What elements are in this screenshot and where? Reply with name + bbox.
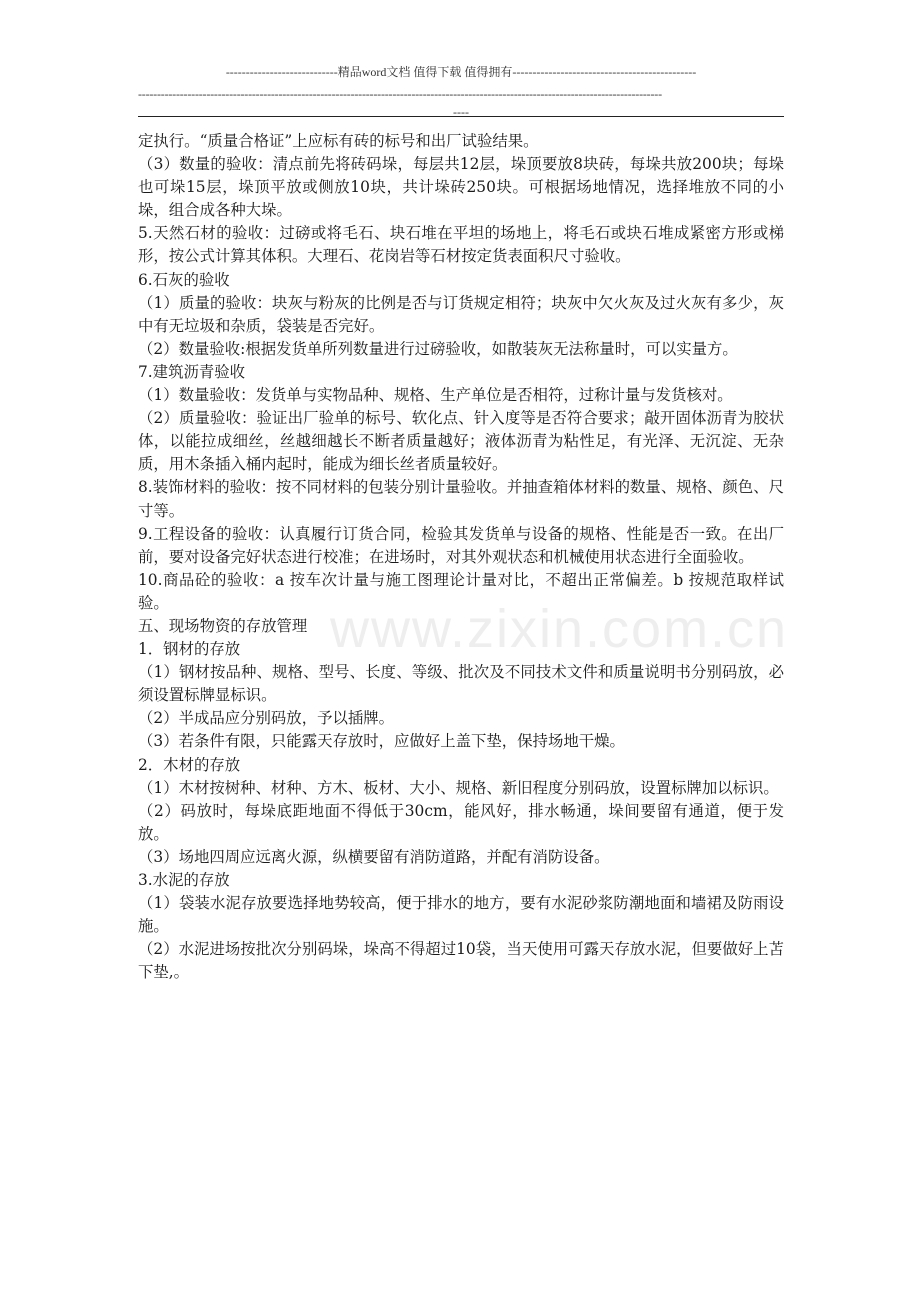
paragraph: 10.商品砼的验收：a 按车次计量与施工图理论计量对比，不超出正常偏差。b 按规范取样试验。 <box>138 570 784 612</box>
watermark: www.zixin.com.cn <box>330 599 789 659</box>
chapter-heading: 五、现场物资的存放管理 <box>138 616 308 635</box>
paragraph: 5.天然石材的验收：过磅或将毛石、块石堆在平坦的场地上，将毛石或块石堆成紧密方形或梯形，按公式计算其体积。大理石、花岗岩等石材按定货表面积尺寸验收。 <box>138 224 784 266</box>
paragraph: （3）数量的验收：清点前先将砖码垛，每层共12层，垛顶要放8块砖，每垛共放200块；每垛也可垛15层，垛顶平放或侧放10块，共计垛砖250块。可根据场地情况，选择堆放不同的小垛，组合成各种大垛。 <box>138 155 784 220</box>
document-body <box>138 130 784 984</box>
section-heading: 6.石灰的验收 <box>138 270 230 289</box>
header-banner: ----------------------------精品word文档 值得下载 值得拥有---------------------------------------------- <box>225 65 697 79</box>
paragraph: （1）质量的验收：块灰与粉灰的比例是否与订货规定相符；块灰中欠火灰及过火灰有多少，灰中有无垃圾和杂质，袋装是否完好。 <box>138 293 784 335</box>
section-heading: 1．钢材的存放 <box>138 640 241 659</box>
paragraph: （2）水泥进场按批次分别码垛，垛高不得超过10袋，当天使用可露天存放水泥，但要做好上苫下垫,。 <box>138 940 784 982</box>
paragraph: （1）钢材按品种、规格、型号、长度、等级、批次及不同技术文件和质量说明书分别码放，必须设置标牌显标识。 <box>138 663 784 705</box>
paragraph: 8.装饰材料的验收：按不同材料的包装分别计量验收。并抽查箱体材料的数量、规格、颜色、尺寸等。 <box>138 478 784 520</box>
paragraph: （1）数量验收：发货单与实物品种、规格、生产单位是否相符，过称计量与发货核对。 <box>138 386 733 405</box>
paragraph: 9.工程设备的验收：认真履行订货合同，检验其发货单与设备的规格、性能是否一致。在出厂前，要对设备完好状态进行校准；在进场时，对其外观状态和机械使用状态进行全面验收。 <box>138 524 784 566</box>
section-heading: 7.建筑沥青验收 <box>138 362 246 381</box>
paragraph: （2）质量验收：验证出厂验单的标号、软化点、针入度等是否符合要求；敲开固体沥青为胶状体，以能拉成细丝，丝越细越长不断者质量越好；液体沥青为粘性足，有光泽、无沉淀、无杂质，用木条插入桶内起时，能成为细长丝者质量较好。 <box>138 409 784 474</box>
header-dash-tail: ---- <box>453 105 469 119</box>
paragraph: （2）码放时，每垛底距地面不得低于30cm，能风好，排水畅通，垛间要留有通道，便于发放。 <box>138 801 784 843</box>
header-rule <box>138 116 784 117</box>
section-heading: 3.水泥的存放 <box>138 871 230 889</box>
paragraph: （2）数量验收:根据发货单所列数量进行过磅验收，如散装灰无法称量时，可以实量方。 <box>138 339 738 358</box>
paragraph: （1）木材按树种、材种、方木、板材、大小、规格、新旧程度分别码放，设置标牌加以标识。 <box>138 778 779 797</box>
paragraph: 定执行。“质量合格证”上应标有砖的标号和出厂试验结果。 <box>138 132 539 150</box>
header-dash-line: ------------------------------------------------------------------------------------------------------------------------------------------ <box>138 87 662 101</box>
paragraph: （3）若条件有限，只能露天存放时，应做好上盖下垫，保持场地干燥。 <box>138 732 625 751</box>
paragraph: （1）袋装水泥存放要选择地势较高，便于排水的地方，要有水泥砂浆防潮地面和墙裙及防雨设施。 <box>138 894 784 936</box>
paragraph: （3）场地四周应远离火源，纵横要留有消防道路，并配有消防设备。 <box>138 847 610 866</box>
section-heading: 2．木材的存放 <box>138 755 241 774</box>
paragraph: （2）半成品应分别码放，予以插牌。 <box>138 709 395 728</box>
page-header <box>138 64 784 121</box>
